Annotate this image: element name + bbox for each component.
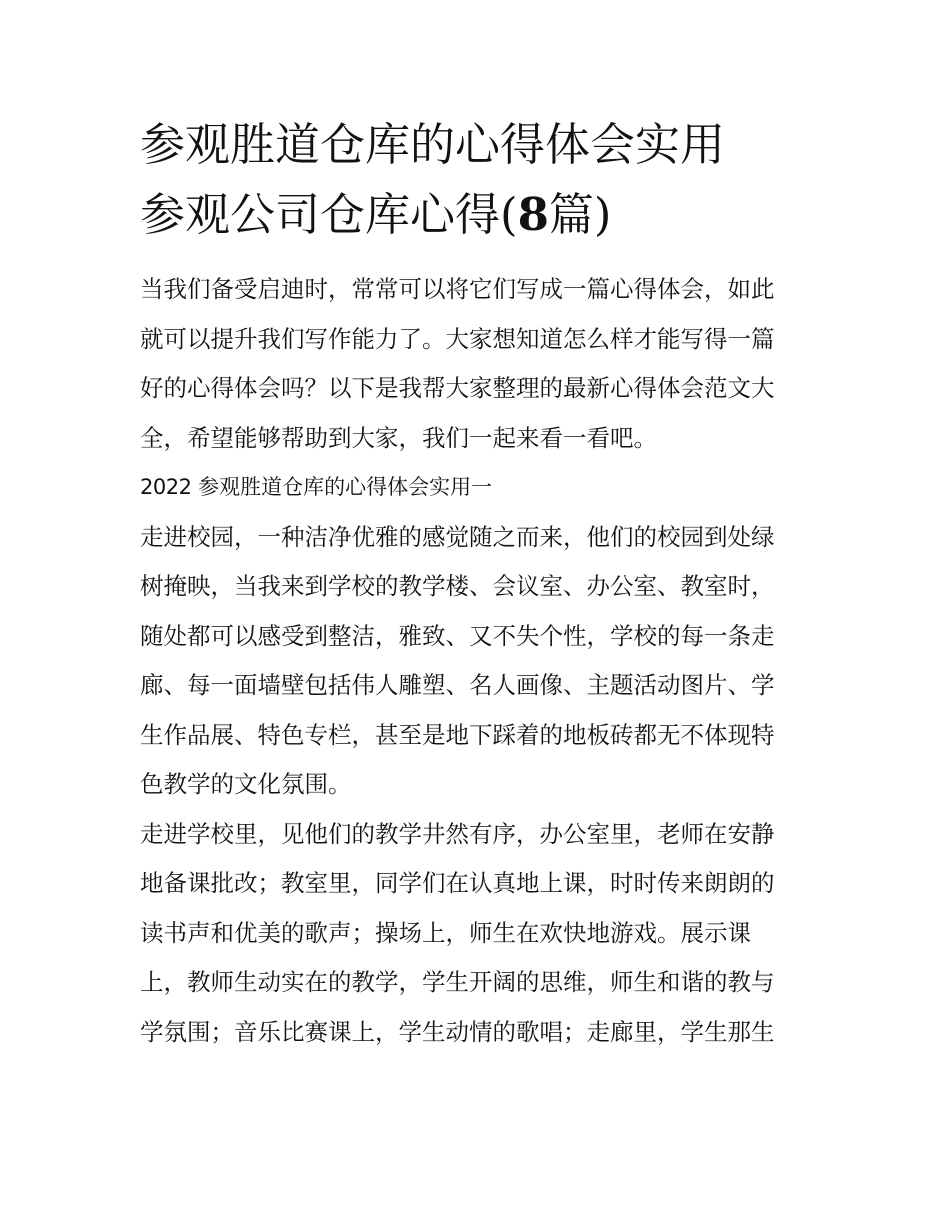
intro-line: 当我们备受启迪时，常常可以将它们写成一篇心得体会，如此 [140,275,775,303]
paragraph-line: 随处都可以感受到整洁，雅致、又不失个性，学校的每一条走 [140,621,775,650]
body-paragraph-1 [140,513,812,810]
document-content [140,110,812,1057]
intro-paragraph [140,265,812,463]
title-line-1-text: 参观胜道仓库的心得体会实用 [140,118,726,171]
document-title [140,110,812,250]
title-line-2 [140,180,812,250]
paragraph-line: 廊、每一面墙壁包括伟人雕塑、名人画像、主题活动图片、学 [140,671,775,699]
paragraph-line: 上，教师生动实在的教学，学生开阔的思维，师生和谐的教与 [140,968,775,996]
section-heading [140,463,812,513]
title-line-2-text: 参观公司仓库心得( [140,188,518,241]
paragraph-line: 读书声和优美的歌声；操场上，师生在欢快地游戏。展示课 [140,918,751,947]
intro-line: 好的心得体会吗？以下是我帮大家整理的最新心得体会范文大 [140,374,775,402]
intro-line: 就可以提升我们写作能力了。大家想知道怎么样才能写得一篇 [140,324,775,353]
title-line-2-suffix: 篇) [548,188,612,241]
title-count-number: 8 [517,188,549,241]
title-line-1 [140,110,812,180]
paragraph-line: 学氛围；音乐比赛课上，学生动情的歌唱；走廊里，学生那生 [140,1017,775,1046]
paragraph-line: 地备课批改；教室里，同学们在认真地上课，时时传来朗朗的 [140,869,775,897]
body-paragraph-2 [140,810,812,1058]
section-heading-text: 参观胜道仓库的心得体会实用一 [198,475,493,499]
paragraph-line: 生作品展、特色专栏，甚至是地下踩着的地板砖都无不体现特 [140,720,775,749]
section-heading-year: 2022 [140,475,192,499]
paragraph-line: 树掩映，当我来到学校的教学楼、会议室、办公室、教室时， [140,572,775,600]
intro-line: 全，希望能够帮助到大家，我们一起来看一看吧。 [140,423,657,452]
paragraph-line: 走进学校里，见他们的教学井然有序，办公室里，老师在安静 [140,819,775,848]
paragraph-line: 走进校园，一种洁净优雅的感觉随之而来，他们的校园到处绿 [140,522,775,551]
paragraph-line: 色教学的文化氛围。 [140,770,352,798]
